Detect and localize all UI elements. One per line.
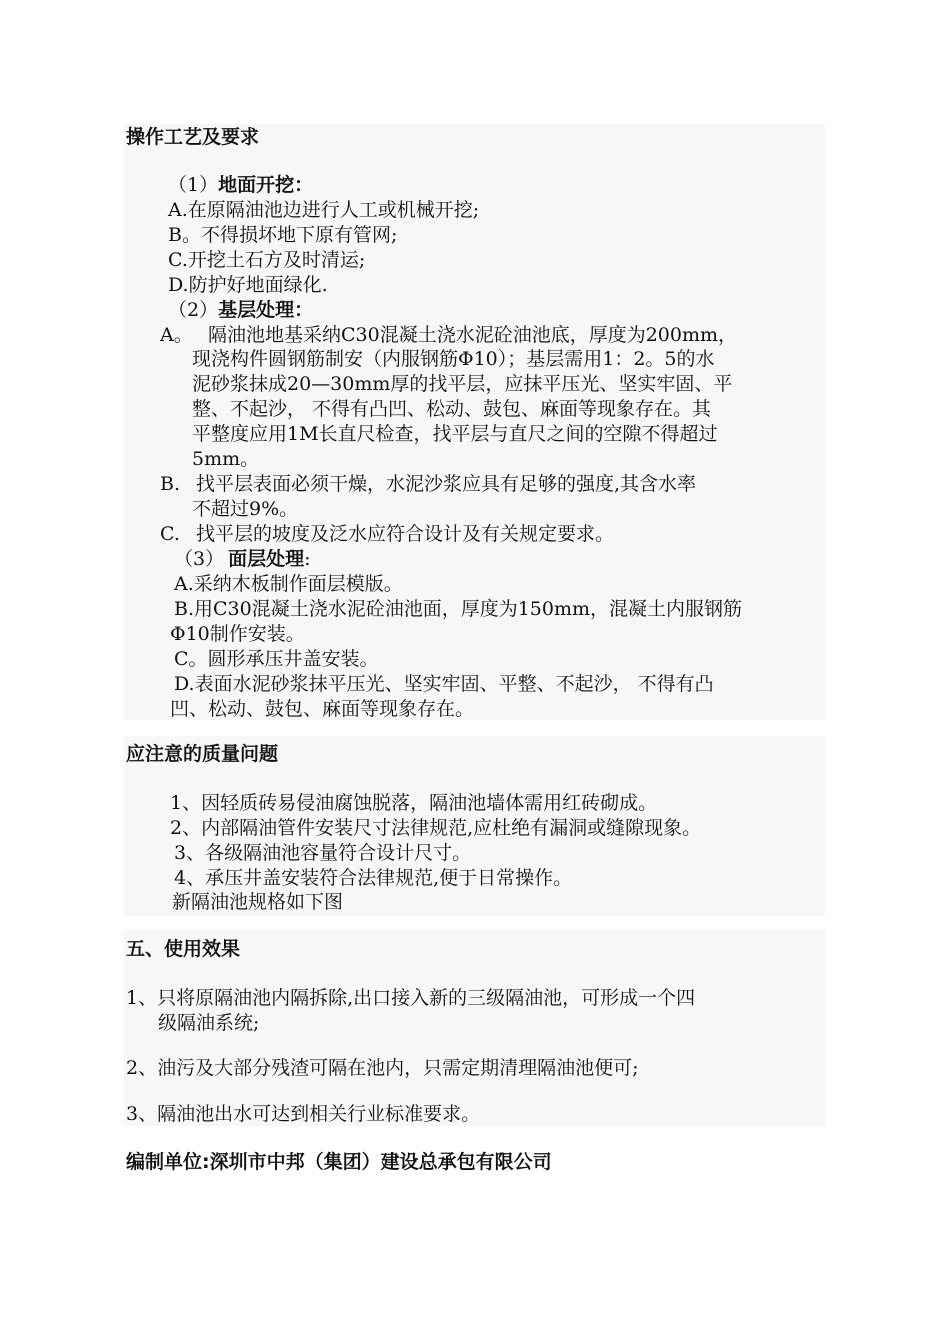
paragraph-line: 1、只将原隔油池内隔拆除,出口接入新的三级隔油池，可形成一个四 — [126, 987, 696, 1009]
subheading-colon: : — [304, 548, 311, 570]
list-item: 1、因轻质砖易侵油腐蚀脱落，隔油池墙体需用红砖砌成。 — [170, 792, 658, 814]
subheading-number: （1） — [168, 174, 219, 196]
subheading-number: （2） — [168, 299, 219, 321]
section-title-process: 操作工艺及要求 — [126, 126, 260, 148]
item-marker: B. — [160, 473, 181, 495]
paragraph-line: 找平层的坡度及泛水应符合设计及有关规定要求。 — [196, 523, 615, 545]
item-marker: A。 — [160, 324, 193, 346]
compiler-unit: 编制单位:深圳市中邦（集团）建设总承包有限公司 — [126, 1151, 552, 1173]
paragraph-line: 5mm。 — [192, 448, 260, 470]
paragraph-line: 泥砂浆抹成20—30mm厚的找平层，应抹平压光、坚实牢固、平 — [192, 373, 733, 395]
subheading-excavation — [168, 172, 313, 198]
list-item: 2、内部隔油管件安装尺寸法律规范,应杜绝有漏洞或缝隙现象。 — [170, 817, 702, 839]
subheading-surface-treatment — [174, 546, 311, 572]
list-item: C.开挖土石方及时清运; — [168, 249, 366, 271]
paragraph-line: B.用C30混凝土浇水泥砼油池面，厚度为150mm，混凝土内服钢筋 — [174, 598, 743, 620]
paragraph-line: Φ10制作安装。 — [170, 623, 305, 645]
paragraph-line: 现浇构件圆钢筋制安（内服钢筋Φ10）；基层需用1：2。5的水 — [192, 348, 715, 370]
list-item: 新隔油池规格如下图 — [172, 891, 344, 913]
paragraph-line: 平整度应用1M长直尺检查，找平层与直尺之间的空隙不得超过 — [192, 423, 718, 445]
paragraph-line: 找平层表面必须干燥，水泥沙浆应具有足够的强度,其含水率 — [196, 473, 697, 495]
list-item: 3、各级隔油池容量符合设计尺寸。 — [174, 842, 472, 864]
list-item: B。不得损坏地下原有管网; — [168, 224, 398, 246]
paragraph-line: 不超过9%。 — [192, 498, 299, 520]
paragraph-line: 凹、松动、鼓包、麻面等现象存在。 — [170, 698, 475, 720]
list-item: 4、承压井盖安装符合法律规范,便于日常操作。 — [174, 867, 573, 889]
section-title-effect: 五、使用效果 — [126, 938, 241, 960]
paragraph-line: 整、不起沙， 不得有凸凹、松动、鼓包、麻面等现象存在。其 — [192, 398, 712, 420]
list-item: A.采纳木板制作面层模版。 — [174, 573, 403, 595]
list-item: 3、隔油池出水可达到相关行业标准要求。 — [126, 1103, 481, 1125]
paragraph-line: 级隔油系统; — [158, 1012, 260, 1034]
list-item: D.防护好地面绿化. — [168, 274, 328, 296]
list-item: C。圆形承压井盖安装。 — [174, 648, 379, 670]
subheading-label: 面层处理 — [228, 548, 305, 570]
subheading-label: 基层处理： — [218, 299, 314, 321]
paragraph-line: D.表面水泥砂浆抹平压光、坚实牢固、平整、不起沙， 不得有凸 — [174, 673, 714, 695]
item-marker: C. — [160, 523, 180, 545]
list-item: A.在原隔油池边进行人工或机械开挖; — [168, 199, 480, 221]
list-item: 2、油污及大部分残渣可隔在池内，只需定期清理隔油池便可; — [126, 1057, 639, 1079]
subheading-label: 地面开挖： — [218, 174, 314, 196]
subheading-number: （3） — [174, 548, 225, 570]
paragraph-line: 隔油池地基采纳C30混凝土浇水泥砼油池底，厚度为200mm， — [208, 324, 738, 346]
section-title-quality: 应注意的质量问题 — [126, 743, 279, 765]
subheading-base-treatment — [168, 297, 313, 323]
